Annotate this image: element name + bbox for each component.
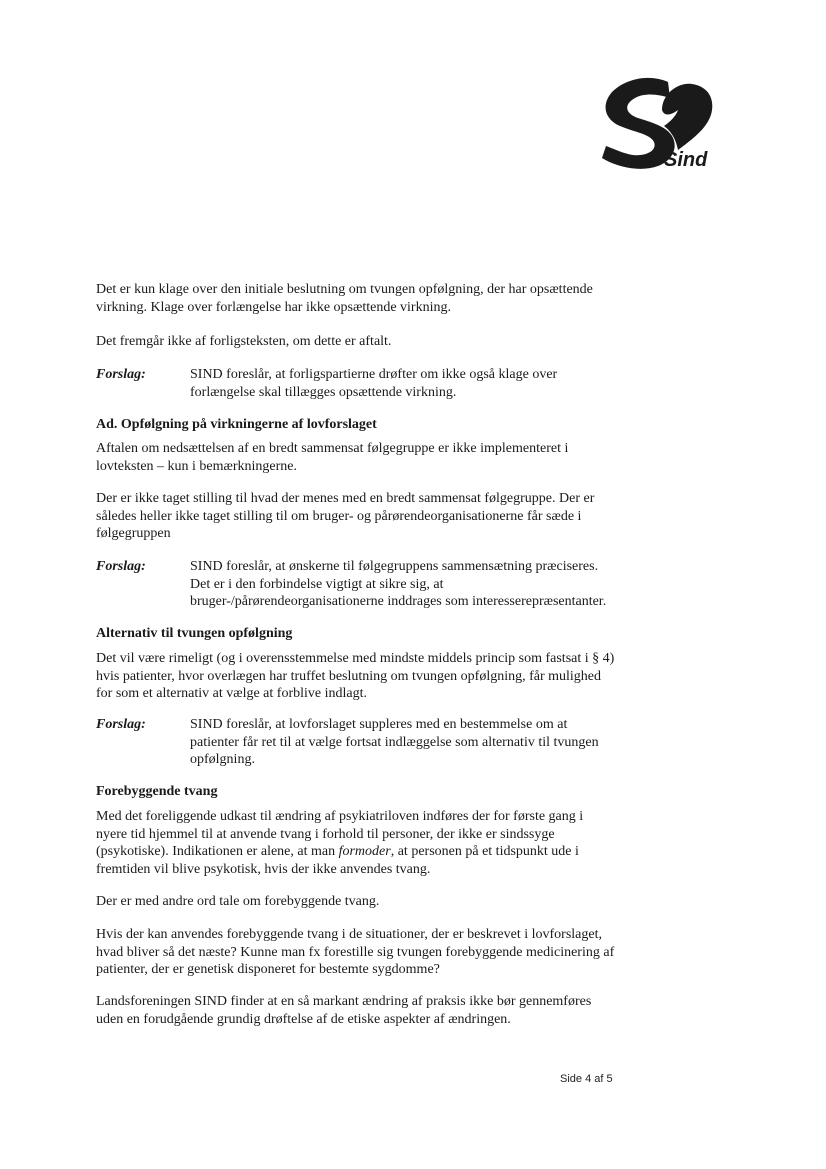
- paragraph: Det fremgår ikke af forligsteksten, om dette er aftalt.: [96, 334, 392, 349]
- proposal-label: Forslag:: [96, 717, 146, 732]
- paragraph: Aftalen om nedsættelsen af en bredt sammensat følgegruppe er ikke implementeret i lovteksten – kun i bemærkningerne.: [96, 441, 569, 474]
- section-heading: Forebyggende tvang: [96, 784, 218, 799]
- proposal-label: Forslag:: [96, 559, 146, 574]
- sind-logo: [598, 76, 716, 172]
- paragraph: Hvis der kan anvendes forebyggende tvang i de situationer, der er beskrevet i lovforslaget, hvad bliver så det næste? Kunne man fx forestille sig tvungen forebyggende medicinering af patienter, der er genetisk disponeret for bestemte sygdomme?: [96, 927, 615, 977]
- sind-logo-icon: [598, 76, 716, 172]
- paragraph-text: , at personen på et tidspunkt ude i fremtiden vil blive psykotisk, hvis der ikke anvendes tvang.: [96, 844, 579, 877]
- emphasis-text: formoder: [338, 844, 391, 859]
- proposal-label: Forslag:: [96, 367, 146, 382]
- paragraph: Der er ikke taget stilling til hvad der menes med en bredt sammensat følgegruppe. Der er således heller ikke taget stilling til om bruger- og pårørendeorganisationerne får sæde i følgegruppen: [96, 491, 595, 541]
- page-number: Side 4 af 5: [560, 1073, 613, 1085]
- section-heading: Ad. Opfølgning på virkningerne af lovforslaget: [96, 417, 377, 432]
- paragraph: Landsforeningen SIND finder at en så markant ændring af praksis ikke bør gennemføres uden en forudgående grundig drøftelse af de etiske aspekter af ændringen.: [96, 994, 592, 1027]
- paragraph-text: Med det foreliggende udkast til ændring af psykiatriloven indføres der for første gang i nyere tid hjemmel til at anvende tvang i forhold til personer, der ikke er sindssyge (psykotiske). Indikationen er alene, at man: [96, 809, 584, 859]
- paragraph: [96, 808, 616, 878]
- logo-text: Sind: [664, 149, 708, 171]
- section-heading: Alternativ til tvungen opfølgning: [96, 626, 293, 641]
- proposal-text: SIND foreslår, at forligspartierne drøfter om ikke også klage over forlængelse skal tillægges opsættende virkning.: [190, 367, 558, 400]
- paragraph: Det vil være rimeligt (og i overensstemmelse med mindste middels princip som fastsat i § 4) hvis patienter, hvor overlægen har truffet beslutning om tvungen opfølgning, får mulighed for som et alternativ at vælge at forblive indlagt.: [96, 651, 615, 701]
- proposal-text: SIND foreslår, at ønskerne til følgegruppens sammensætning præciseres. Det er i den forbindelse vigtigt at sikre sig, at bruger-/pårørendeorganisationerne inddrages som interesserepræsentanter.: [190, 559, 607, 609]
- paragraph: Der er med andre ord tale om forebyggende tvang.: [96, 894, 380, 909]
- paragraph: Det er kun klage over den initiale beslutning om tvungen opfølgning, der har opsættende virkning. Klage over forlængelse har ikke opsættende virkning.: [96, 282, 593, 315]
- proposal-text: SIND foreslår, at lovforslaget suppleres med en bestemmelse om at patienter får ret til at vælge fortsat indlæggelse som alternativ til tvungen opfølgning.: [190, 717, 599, 767]
